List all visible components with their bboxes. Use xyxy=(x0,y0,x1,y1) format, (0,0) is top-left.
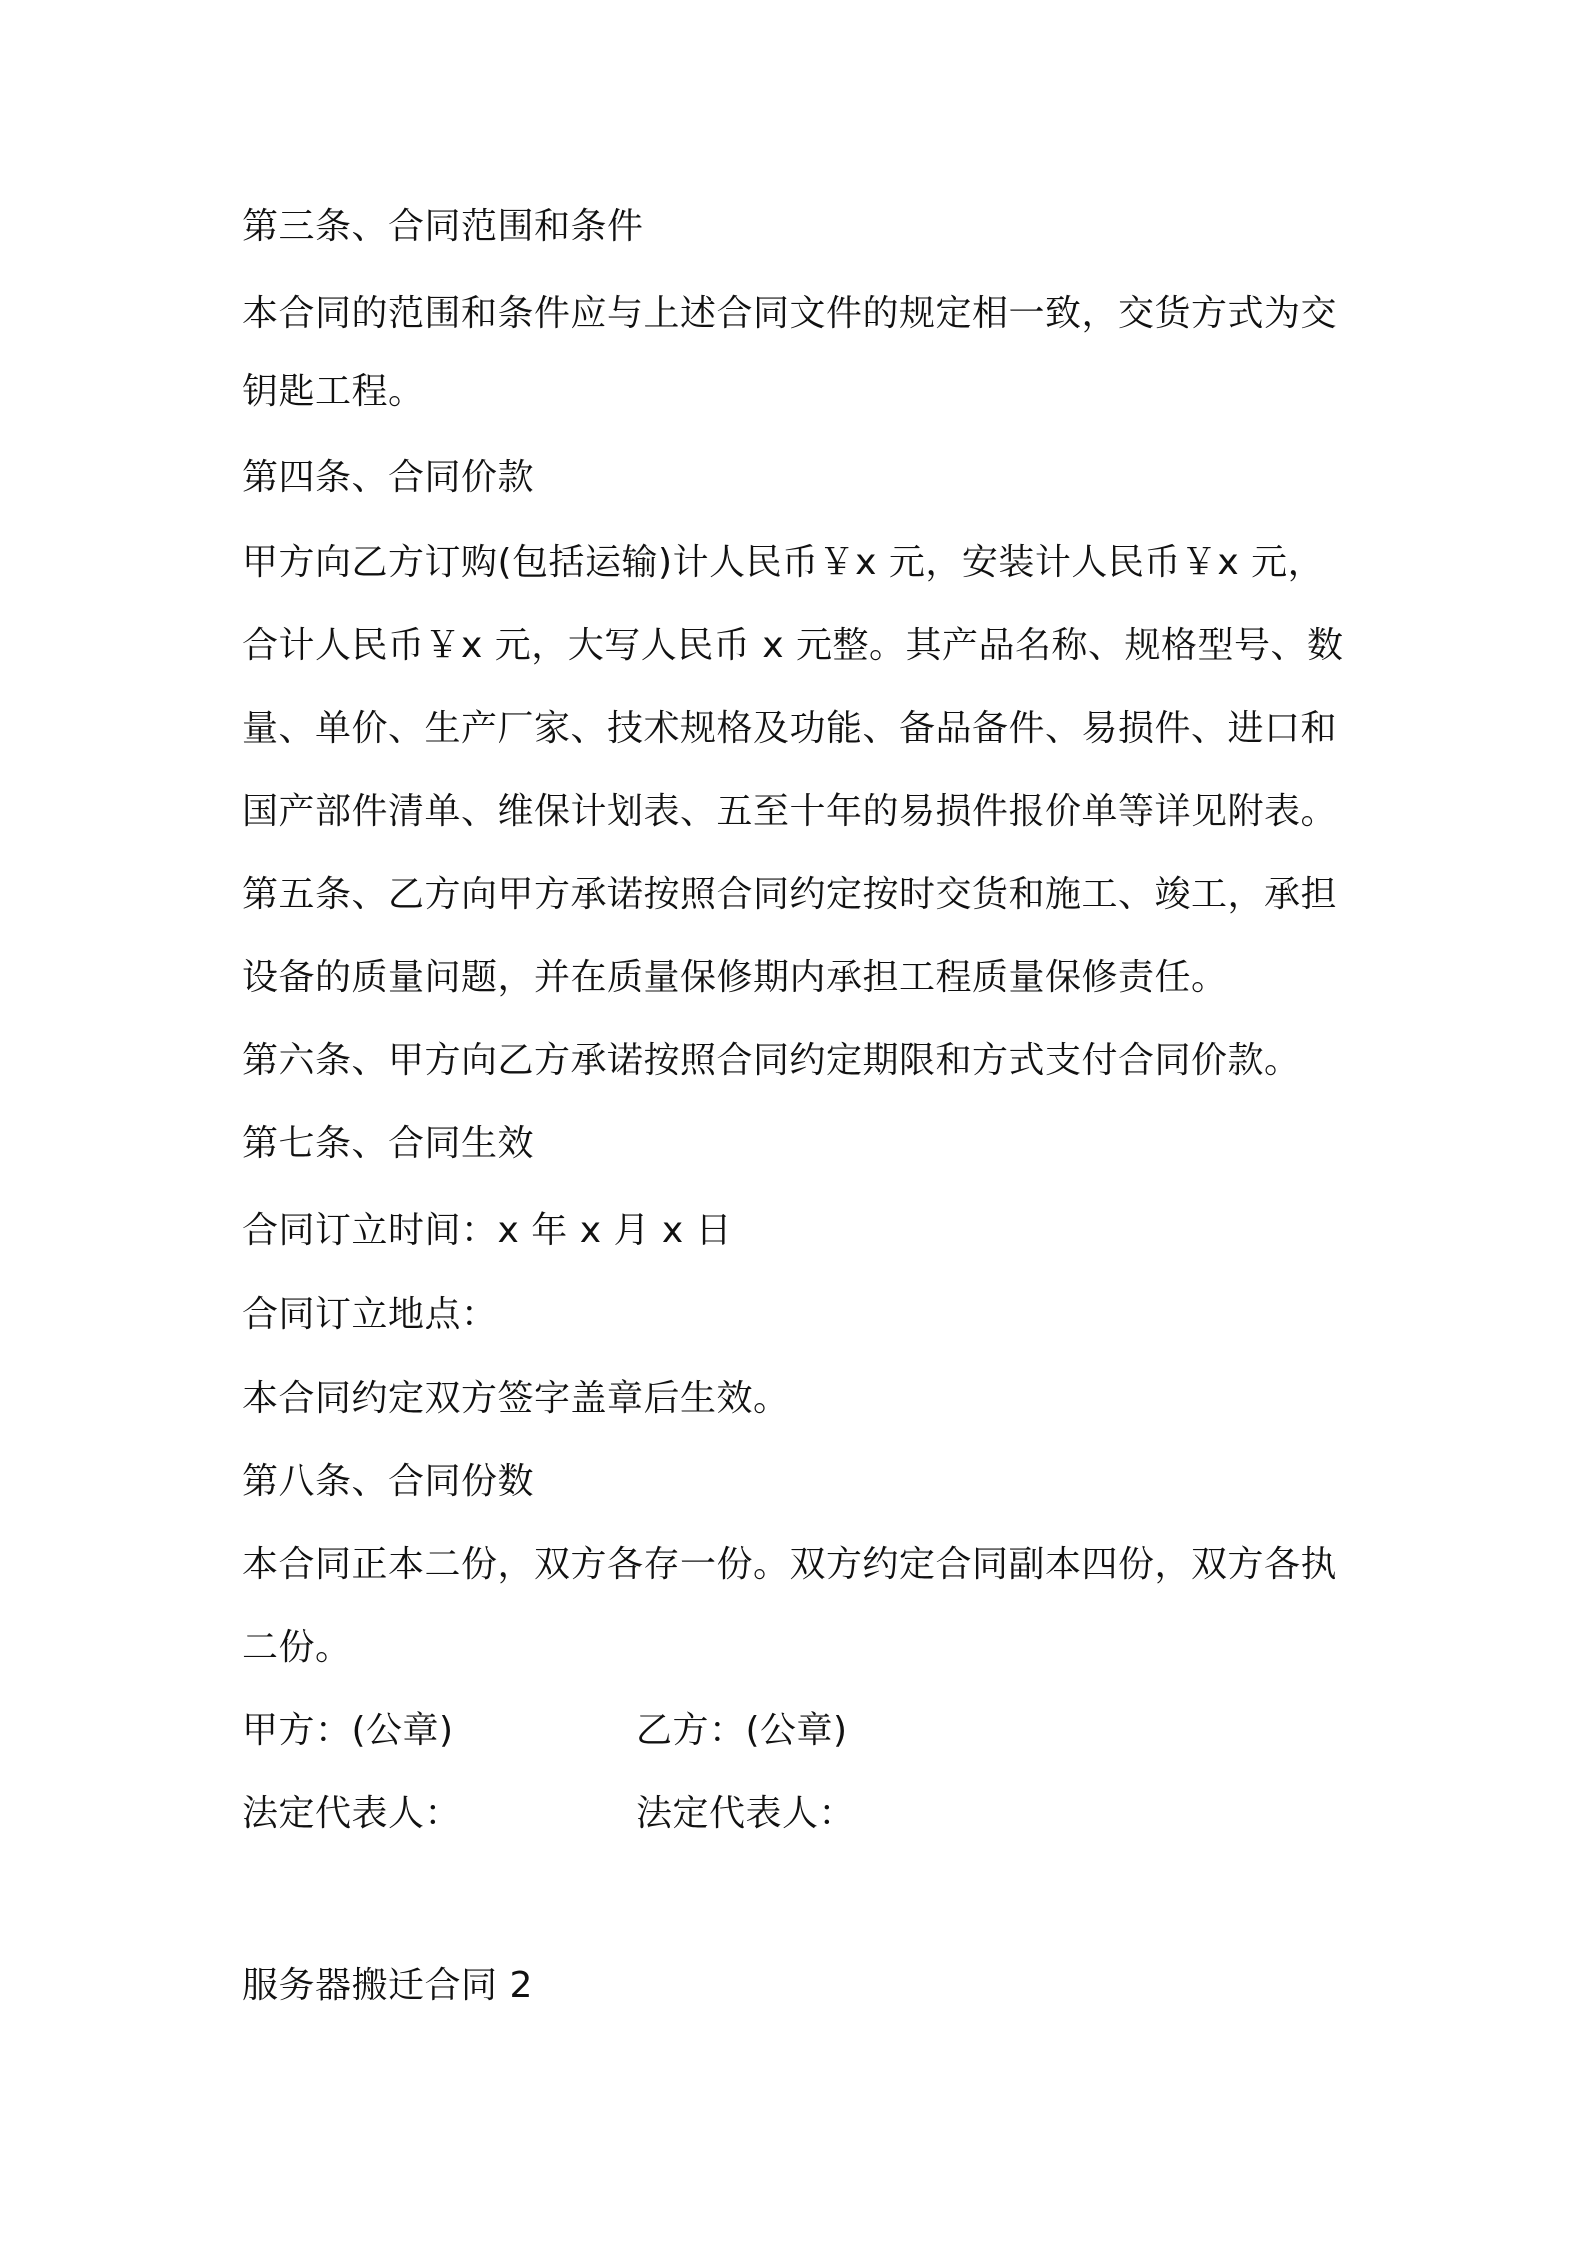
contract-place-line: 合同订立地点： xyxy=(242,1294,498,1335)
article-4-body-line-2: 合计人民币￥x 元，大写人民币 x 元整。其产品名称、规格型号、数 xyxy=(242,625,1344,666)
article-8-body-line-1: 本合同正本二份，双方各存一份。双方约定合同副本四份，双方各执 xyxy=(242,1544,1338,1585)
article-6-line: 第六条、甲方向乙方承诺按照合同约定期限和方式支付合同价款。 xyxy=(242,1040,1301,1081)
party-b-seal: 乙方：(公章) xyxy=(636,1710,848,1751)
article-7-heading: 第七条、合同生效 xyxy=(242,1123,535,1164)
article-5-line-2: 设备的质量问题，并在质量保修期内承担工程质量保修责任。 xyxy=(242,957,1228,998)
article-8-body-line-2: 二份。 xyxy=(242,1627,352,1668)
article-8-heading: 第八条、合同份数 xyxy=(242,1461,535,1502)
article-3-body-line-1: 本合同的范围和条件应与上述合同文件的规定相一致，交货方式为交 xyxy=(242,293,1338,334)
article-5-line-1: 第五条、乙方向甲方承诺按照合同约定按时交货和施工、竣工，承担 xyxy=(242,874,1338,915)
party-a-representative: 法定代表人： xyxy=(242,1793,462,1834)
effectiveness-line: 本合同约定双方签字盖章后生效。 xyxy=(242,1378,790,1419)
party-b-representative: 法定代表人： xyxy=(636,1793,856,1834)
contract-date-line: 合同订立时间：x 年 x 月 x 日 xyxy=(242,1210,733,1251)
article-4-body-line-3: 量、单价、生产厂家、技术规格及功能、备品备件、易损件、进口和 xyxy=(242,708,1338,749)
article-4-body-line-4: 国产部件清单、维保计划表、五至十年的易损件报价单等详见附表。 xyxy=(242,791,1338,832)
article-4-heading: 第四条、合同价款 xyxy=(242,457,535,498)
next-contract-title: 服务器搬迁合同 2 xyxy=(242,1965,533,2006)
party-a-seal: 甲方：(公章) xyxy=(242,1710,454,1751)
article-3-heading: 第三条、合同范围和条件 xyxy=(242,206,644,247)
article-4-body-line-1: 甲方向乙方订购(包括运输)计人民币￥x 元，安装计人民币￥x 元， xyxy=(242,542,1325,583)
article-3-body-line-2: 钥匙工程。 xyxy=(242,371,425,412)
